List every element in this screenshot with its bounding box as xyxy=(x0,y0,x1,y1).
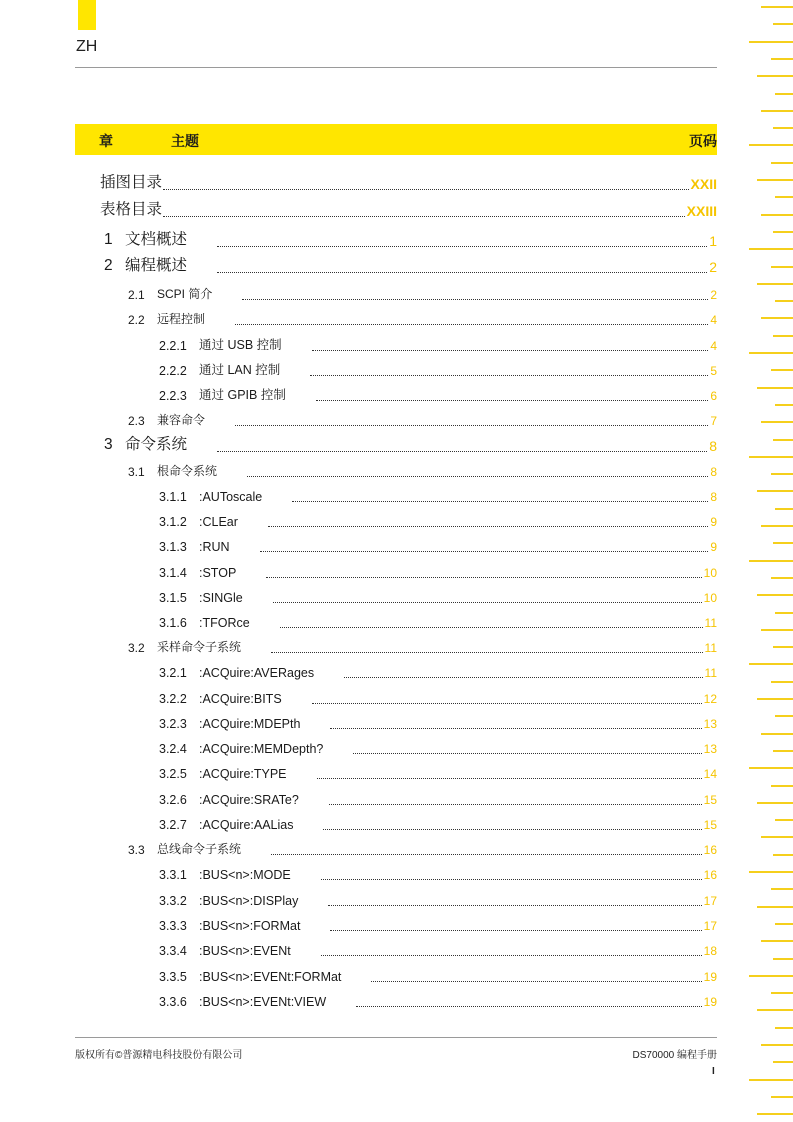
toc-entry[interactable] xyxy=(0,383,793,405)
side-stripe xyxy=(773,127,793,129)
toc-entry[interactable] xyxy=(0,333,793,355)
toc-entry-page: XXIII xyxy=(686,203,717,219)
toc-entry-page: 13 xyxy=(703,742,717,756)
side-stripe xyxy=(749,1079,793,1081)
toc-entry-page: 11 xyxy=(704,666,717,680)
toc-entry-title: :SINGle xyxy=(199,591,243,605)
toc-entry-title: :BUS<n>:FORMat xyxy=(199,919,301,933)
toc-entry-page: 8 xyxy=(710,490,717,504)
toc-entry-page: 11 xyxy=(704,616,717,630)
toc-leader-dots xyxy=(280,627,703,628)
language-tab-marker xyxy=(78,0,96,30)
toc-entry[interactable] xyxy=(0,459,793,481)
toc-leader-dots xyxy=(312,350,708,351)
toc-leader-dots xyxy=(217,451,707,452)
toc-entry[interactable] xyxy=(0,358,793,380)
toc-entry-number: 2.2 xyxy=(128,313,145,327)
toc-entry-title: :RUN xyxy=(199,540,230,554)
side-stripe xyxy=(773,23,793,25)
toc-entry-number: 2.3 xyxy=(128,414,145,428)
toc-entry-number: 3.1.1 xyxy=(159,490,187,504)
toc-entry-title: 通过 LAN 控制 xyxy=(199,360,280,378)
toc-entry[interactable] xyxy=(0,434,793,456)
toc-entry-title: :ACQuire:MEMDepth? xyxy=(199,742,324,756)
toc-entry-number: 3.3.3 xyxy=(159,919,187,933)
toc-entry-title: :BUS<n>:EVENt:FORMat xyxy=(199,970,342,984)
toc-entry-title: 插图目录 xyxy=(100,170,162,192)
toc-entry-title: 通过 USB 控制 xyxy=(199,335,282,353)
toc-entry-page: 4 xyxy=(710,313,717,327)
toc-leader-dots xyxy=(242,299,708,300)
toc-leader-dots xyxy=(312,703,702,704)
page-number: I xyxy=(712,1066,715,1077)
toc-entry-title: :BUS<n>:DISPlay xyxy=(199,894,299,908)
side-stripe xyxy=(775,93,793,95)
language-label: ZH xyxy=(76,38,98,55)
toc-entry-title: :CLEar xyxy=(199,515,238,529)
toc-leader-dots xyxy=(371,981,702,982)
toc-entry-number: 3.2 xyxy=(128,641,145,655)
toc-entry-page: 13 xyxy=(703,717,717,731)
toc-entry-number: 2.2.1 xyxy=(159,339,187,353)
topic-column-header: 主题 xyxy=(171,133,199,149)
toc-entry-number: 3.2.5 xyxy=(159,767,187,781)
toc-header-bar xyxy=(75,124,717,155)
toc-leader-dots xyxy=(268,526,708,527)
toc-entry-number: 3.3.2 xyxy=(159,894,187,908)
toc-entry-page: 10 xyxy=(703,566,717,580)
toc-entry-page: 8 xyxy=(709,438,717,454)
toc-entry-title: 命令系统 xyxy=(125,432,187,454)
side-stripe xyxy=(749,456,793,458)
toc-leader-dots xyxy=(292,501,708,502)
toc-entry[interactable] xyxy=(0,711,793,733)
toc-entry-number: 3.2.4 xyxy=(159,742,187,756)
toc-entry[interactable] xyxy=(0,888,793,910)
toc-entry-number: 3.2.3 xyxy=(159,717,187,731)
toc-leader-dots xyxy=(328,905,702,906)
toc-entry-title: 远程控制 xyxy=(157,312,206,326)
toc-entry-title: 通过 GPIB 控制 xyxy=(199,385,286,403)
chapter-column-header: 章 xyxy=(99,133,113,149)
toc-leader-dots xyxy=(247,476,708,477)
toc-entry-page: 1 xyxy=(709,233,717,249)
toc-entry-title: :BUS<n>:EVENt xyxy=(199,944,291,958)
toc-entry[interactable] xyxy=(0,787,793,809)
side-stripe xyxy=(773,1061,793,1063)
toc-leader-dots xyxy=(163,216,685,217)
toc-entry-page: 9 xyxy=(710,515,717,529)
toc-entry-number: 2.2.2 xyxy=(159,364,187,378)
side-stripe xyxy=(749,144,793,146)
side-stripe xyxy=(761,1044,793,1046)
toc-entry-number: 3.2.2 xyxy=(159,692,187,706)
footer-divider xyxy=(75,1037,717,1038)
footer-copyright: 版权所有©普源精电科技股份有限公司 xyxy=(75,1050,243,1061)
toc-entry[interactable] xyxy=(0,736,793,758)
toc-entry-page: 14 xyxy=(703,767,717,781)
toc-entry-number: 3.1.3 xyxy=(159,540,187,554)
toc-leader-dots xyxy=(329,804,702,805)
toc-leader-dots xyxy=(316,400,708,401)
toc-entry-title: 表格目录 xyxy=(100,197,162,219)
toc-entry-page: 11 xyxy=(704,641,717,655)
toc-leader-dots xyxy=(310,375,708,376)
toc-entry-title: SCPI 简介 xyxy=(157,287,213,301)
toc-leader-dots xyxy=(260,551,708,552)
toc-entry-number: 3.3.4 xyxy=(159,944,187,958)
toc-leader-dots xyxy=(317,778,702,779)
toc-entry-page: XXII xyxy=(690,176,717,192)
toc-leader-dots xyxy=(353,753,702,754)
side-stripe xyxy=(761,6,793,8)
toc-entry-title: 总线命令子系统 xyxy=(157,842,242,856)
toc-entry-page: 7 xyxy=(710,414,717,428)
side-stripe xyxy=(771,162,793,164)
toc-entry[interactable] xyxy=(0,172,793,194)
toc-entry-page: 15 xyxy=(703,793,717,807)
toc-entry-page: 19 xyxy=(703,995,717,1009)
toc-entry[interactable] xyxy=(0,199,793,221)
toc-entry-title: :BUS<n>:MODE xyxy=(199,868,291,882)
toc-entry-number: 3.1 xyxy=(128,465,145,479)
toc-entry-number: 3 xyxy=(104,436,113,453)
toc-leader-dots xyxy=(344,677,703,678)
side-stripe xyxy=(761,110,793,112)
header-divider xyxy=(75,67,717,68)
toc-leader-dots xyxy=(323,829,702,830)
toc-entry[interactable] xyxy=(0,964,793,986)
toc-entry-page: 9 xyxy=(710,540,717,554)
toc-leader-dots xyxy=(330,728,702,729)
side-stripe xyxy=(775,196,793,198)
toc-entry[interactable] xyxy=(0,686,793,708)
toc-leader-dots xyxy=(321,955,702,956)
toc-leader-dots xyxy=(271,854,702,855)
toc-entry-title: 兼容命令 xyxy=(157,413,206,427)
toc-entry-title: :TFORce xyxy=(199,616,250,630)
toc-entry-title: :ACQuire:BITS xyxy=(199,692,282,706)
toc-leader-dots xyxy=(235,324,708,325)
toc-entry[interactable] xyxy=(0,255,793,277)
toc-entry[interactable] xyxy=(0,229,793,251)
toc-entry[interactable] xyxy=(0,509,793,531)
toc-entry-number: 3.2.1 xyxy=(159,666,187,680)
toc-entry-number: 3.2.6 xyxy=(159,793,187,807)
toc-entry-title: :ACQuire:MDEPth xyxy=(199,717,301,731)
toc-entry[interactable] xyxy=(0,989,793,1011)
page-column-header: 页码 xyxy=(689,133,717,149)
toc-leader-dots xyxy=(321,879,702,880)
toc-entry-page: 17 xyxy=(703,894,717,908)
toc-entry-title: :AUToscale xyxy=(199,490,263,504)
side-stripe xyxy=(749,41,793,43)
toc-entry[interactable] xyxy=(0,534,793,556)
toc-entry[interactable] xyxy=(0,560,793,582)
toc-entry-title: :STOP xyxy=(199,566,237,580)
toc-entry-number: 3.1.2 xyxy=(159,515,187,529)
toc-entry[interactable] xyxy=(0,812,793,834)
toc-entry[interactable] xyxy=(0,635,793,657)
toc-entry[interactable] xyxy=(0,761,793,783)
toc-entry[interactable] xyxy=(0,862,793,884)
toc-entry-page: 16 xyxy=(703,843,717,857)
toc-entry-page: 2 xyxy=(710,288,717,302)
side-stripe xyxy=(775,1027,793,1029)
toc-entry-number: 3.1.6 xyxy=(159,616,187,630)
toc-entry-page: 4 xyxy=(710,339,717,353)
toc-leader-dots xyxy=(356,1006,702,1007)
toc-entry-number: 3.1.4 xyxy=(159,566,187,580)
footer-manual-title: DS70000 编程手册 xyxy=(632,1050,717,1061)
toc-entry[interactable] xyxy=(0,408,793,430)
toc-entry-title: :BUS<n>:EVENt:VIEW xyxy=(199,995,327,1009)
toc-entry-page: 16 xyxy=(703,868,717,882)
side-stripe xyxy=(771,58,793,60)
toc-entry[interactable] xyxy=(0,913,793,935)
toc-entry[interactable] xyxy=(0,307,793,329)
toc-entry-page: 5 xyxy=(710,364,717,378)
side-stripe xyxy=(757,75,793,77)
toc-leader-dots xyxy=(330,930,702,931)
toc-entry-title: :ACQuire:SRATe? xyxy=(199,793,299,807)
side-stripe xyxy=(757,1113,793,1115)
side-stripe xyxy=(771,1096,793,1098)
toc-entry[interactable] xyxy=(0,484,793,506)
toc-entry-page: 10 xyxy=(703,591,717,605)
toc-entry-page: 6 xyxy=(710,389,717,403)
toc-entry-page: 15 xyxy=(703,818,717,832)
toc-entry[interactable] xyxy=(0,938,793,960)
toc-entry[interactable] xyxy=(0,282,793,304)
toc-entry-number: 2 xyxy=(104,257,113,274)
toc-entry-page: 18 xyxy=(703,944,717,958)
toc-entry-title: :ACQuire:AALias xyxy=(199,818,294,832)
toc-entry-title: :ACQuire:AVERages xyxy=(199,666,315,680)
toc-entry-title: :ACQuire:TYPE xyxy=(199,767,287,781)
toc-entry-title: 采样命令子系统 xyxy=(157,640,242,654)
toc-leader-dots xyxy=(163,189,689,190)
toc-entry[interactable] xyxy=(0,585,793,607)
toc-entry-title: 编程概述 xyxy=(125,253,187,275)
toc-entry-number: 3.2.7 xyxy=(159,818,187,832)
toc-entry-title: 根命令系统 xyxy=(157,464,218,478)
toc-entry-number: 3.3 xyxy=(128,843,145,857)
toc-entry-number: 1 xyxy=(104,231,113,248)
toc-entry-page: 2 xyxy=(709,259,717,275)
toc-entry[interactable] xyxy=(0,660,793,682)
toc-entry-number: 2.1 xyxy=(128,288,145,302)
toc-entry[interactable] xyxy=(0,837,793,859)
toc-entry-number: 3.1.5 xyxy=(159,591,187,605)
toc-entry-number: 3.3.6 xyxy=(159,995,187,1009)
toc-entry-number: 3.3.1 xyxy=(159,868,187,882)
toc-leader-dots xyxy=(271,652,703,653)
toc-leader-dots xyxy=(266,577,702,578)
toc-entry-page: 8 xyxy=(710,465,717,479)
toc-entry-page: 12 xyxy=(703,692,717,706)
toc-entry-number: 3.3.5 xyxy=(159,970,187,984)
toc-entry[interactable] xyxy=(0,610,793,632)
toc-leader-dots xyxy=(273,602,702,603)
toc-entry-number: 2.2.3 xyxy=(159,389,187,403)
toc-entry-page: 17 xyxy=(703,919,717,933)
toc-entry-page: 19 xyxy=(703,970,717,984)
toc-leader-dots xyxy=(235,425,708,426)
toc-leader-dots xyxy=(217,272,707,273)
toc-leader-dots xyxy=(217,246,707,247)
toc-entry-title: 文档概述 xyxy=(125,227,187,249)
